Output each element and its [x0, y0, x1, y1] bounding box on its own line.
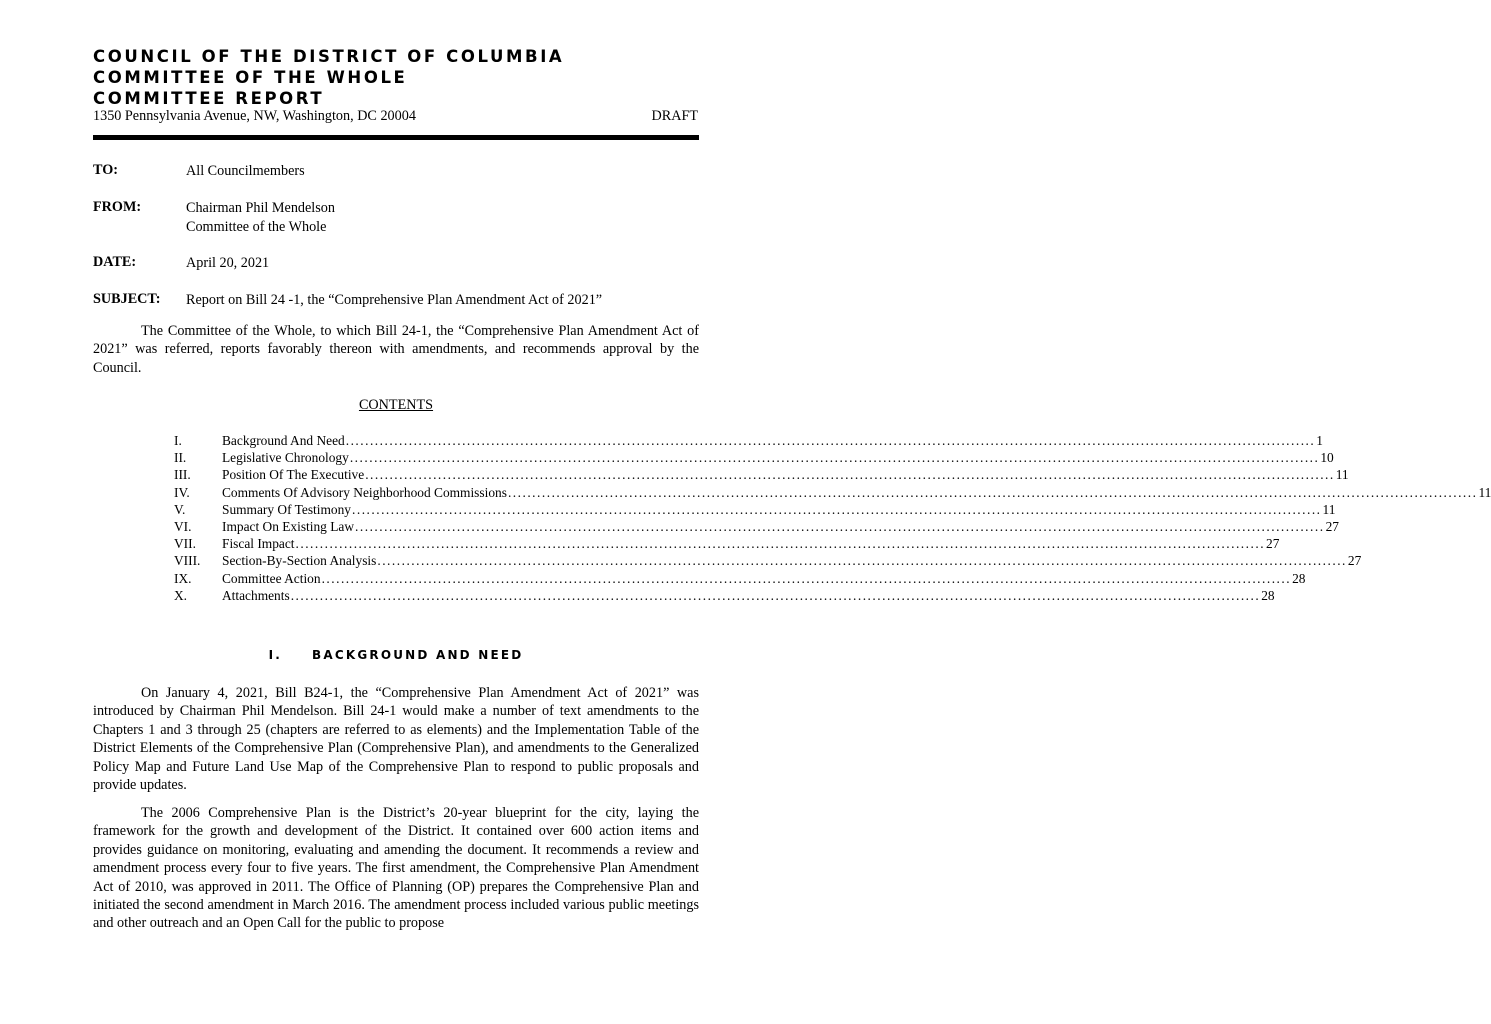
toc-entry — [174, 587, 1275, 604]
background-paragraph-2: The 2006 Comprehensive Plan is the District’s 20-year blueprint for the city, laying the framework for the growth and development of the District. It contained over 600 action items and provides guidance on monitoring, evaluating and amending the document. It recommends a review and amendment process every four to five years. The first amendment, the Comprehensive Plan Amendment Act of 2010, was approved in 2011. The Office of Planning (OP) prepares the Comprehensive Plan and initiated the second amendment in March 2016. The amendment process included various public meetings and other outreach and an Open Call for the public to propose — [93, 805, 699, 932]
address-line: 1350 Pennsylvania Avenue, NW, Washington, DC 20004 — [93, 108, 416, 124]
section-title: BACKGROUND AND NEED — [312, 648, 524, 662]
toc-dot-leader: ........................................................................................................................................................................................................ — [321, 570, 1292, 586]
toc-entry-title: Attachments — [222, 587, 290, 603]
toc-entry-title: Legislative Chronology — [222, 450, 349, 466]
committee-heading: COMMITTEE OF THE WHOLE — [93, 68, 408, 87]
toc-entry-number: VI. — [174, 518, 192, 534]
from-name: Chairman Phil Mendelson — [186, 200, 335, 216]
date-text: April 20, 2021 — [186, 255, 270, 271]
toc-entry-title: Comments Of Advisory Neighborhood Commissions — [222, 484, 507, 500]
toc-entry-page: 1 — [1316, 433, 1323, 448]
toc-dot-leader: ........................................................................................................................................................................................................ — [290, 587, 1261, 603]
subject-label: SUBJECT: — [93, 291, 161, 307]
toc-dot-leader: ........................................................................................................................................................................................................ — [345, 433, 1316, 448]
toc-dot-leader: ........................................................................................................................................................................................................ — [352, 501, 1322, 517]
council-heading: COUNCIL OF THE DISTRICT OF COLUMBIA — [93, 47, 565, 66]
draft-label: DRAFT — [651, 108, 698, 124]
toc-entry-page: 28 — [1261, 587, 1275, 603]
from-committee: Committee of the Whole — [186, 218, 327, 235]
toc-entry-title: Committee Action — [222, 570, 321, 586]
toc-entry-page: 27 — [1266, 536, 1280, 552]
toc-entry-page: 28 — [1292, 570, 1306, 586]
toc-entry-title: Position Of The Executive — [222, 467, 365, 483]
toc-entry — [174, 501, 1336, 518]
toc-entry — [174, 518, 1339, 535]
table-of-contents — [174, 432, 1491, 604]
toc-dot-leader: ........................................................................................................................................................................................................ — [355, 518, 1325, 534]
toc-entry — [174, 552, 1362, 569]
report-heading: COMMITTEE REPORT — [93, 89, 325, 108]
toc-entry-title: Impact On Existing Law — [222, 518, 355, 534]
toc-entry-number: III. — [174, 467, 191, 483]
toc-dot-leader: ........................................................................................................................................................................................................ — [507, 484, 1478, 500]
background-paragraph-1: On January 4, 2021, Bill B24-1, the “Comprehensive Plan Amendment Act of 2021” was introduced by Chairman Phil Mendelson. Bill 24-1 would make a number of text amendments to the Chapters 1 and 3 through 25 (chapters are referred to as elements) and the Implementation Table of the District Elements of the Comprehensive Plan (Comprehensive Plan), and amendments to the Generalized Policy Map and Future Land Use Map of the Comprehensive Plan to respond to public proposals and provide updates. — [93, 685, 699, 794]
toc-entry-title: Fiscal Impact — [222, 536, 295, 552]
toc-dot-leader: ........................................................................................................................................................................................................ — [295, 536, 1266, 552]
from-label: FROM: — [93, 199, 142, 215]
toc-entry — [174, 570, 1306, 587]
date-label: DATE: — [93, 254, 137, 270]
toc-dot-leader: ........................................................................................................................................................................................................ — [377, 553, 1347, 569]
subject-text: Report on Bill 24 -1, the “Comprehensive Plan Amendment Act of 2021” — [186, 292, 603, 308]
toc-entry — [174, 466, 1349, 483]
toc-entry-number: IX. — [174, 570, 192, 586]
toc-entry-number: II. — [174, 450, 187, 466]
to-label: TO: — [93, 162, 118, 178]
toc-entry-number: IV. — [174, 484, 190, 500]
toc-entry-page: 10 — [1320, 450, 1334, 466]
toc-entry-number: VII. — [174, 536, 196, 552]
toc-entry-number: V. — [174, 501, 186, 517]
toc-entry-number: I. — [174, 433, 182, 448]
to-recipients: All Councilmembers — [186, 163, 305, 179]
toc-entry-page: 27 — [1325, 518, 1339, 534]
toc-entry-page: 27 — [1347, 553, 1362, 569]
toc-entry — [174, 449, 1334, 466]
contents-title-text: CONTENTS — [358, 397, 434, 413]
section-number: I. — [268, 648, 282, 662]
toc-dot-leader: ........................................................................................................................................................................................................ — [349, 450, 1320, 466]
toc-entry — [174, 535, 1280, 552]
toc-dot-leader: ........................................................................................................................................................................................................ — [365, 467, 1335, 483]
header-rule — [93, 135, 699, 140]
toc-entry — [174, 484, 1491, 501]
intro-paragraph: The Committee of the Whole, to which Bill 24-1, the “Comprehensive Plan Amendment Act of 2021” was referred, reports favorably thereon with amendments, and recommends approval by the Council. — [93, 323, 699, 376]
toc-entry-page: 11 — [1335, 467, 1349, 483]
toc-entry — [174, 432, 1323, 449]
from-value — [186, 199, 335, 236]
toc-entry-number: VIII. — [174, 553, 201, 569]
date-value — [186, 254, 269, 273]
toc-entry-number: X. — [174, 587, 188, 603]
toc-entry-title: Summary Of Testimony — [222, 501, 351, 517]
to-value — [186, 162, 305, 181]
toc-entry-title: Background And Need — [222, 433, 345, 448]
toc-entry-title: Section-By-Section Analysis — [222, 553, 377, 569]
toc-entry-page: 11 — [1322, 501, 1336, 517]
contents-title — [93, 397, 699, 414]
subject-value — [186, 291, 602, 310]
section-heading — [93, 648, 699, 662]
toc-entry-page: 11 — [1478, 484, 1491, 500]
